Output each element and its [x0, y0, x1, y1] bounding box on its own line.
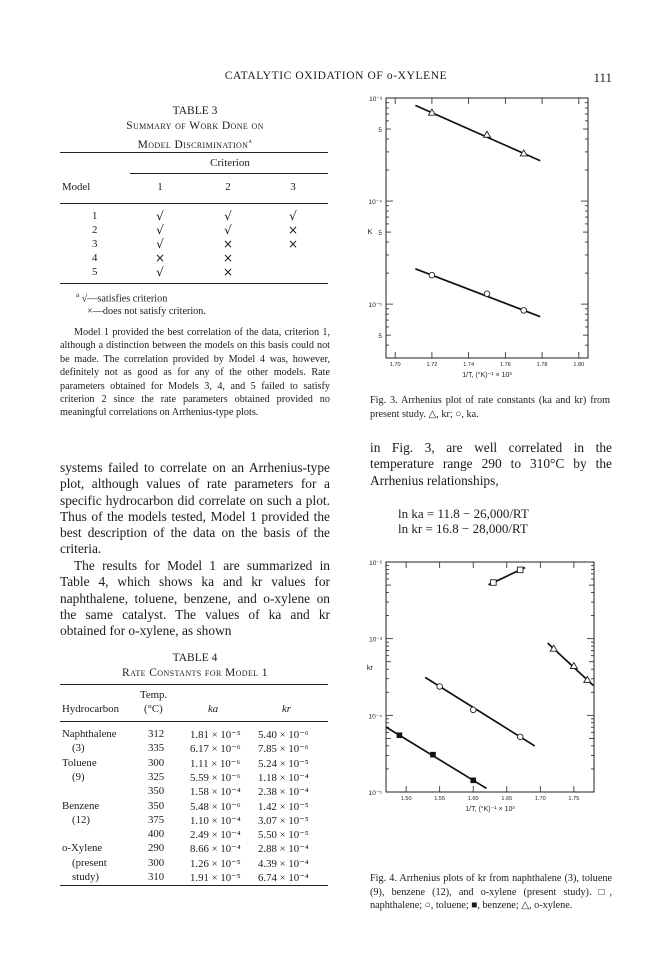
table4-cell-temp: 335 — [148, 742, 165, 755]
table4-cell-temp: 375 — [148, 813, 165, 826]
table3-cell: × — [287, 223, 299, 237]
table4-cell-kr: 6.74 × 10⁻⁴ — [258, 872, 309, 884]
x-tick-label: 1.55 — [434, 796, 446, 802]
table4-cell-ka: 1.11 × 10⁻⁶ — [190, 757, 241, 770]
x-tick-label: 1.75 — [568, 796, 580, 802]
table3-model-2: 2 — [92, 224, 98, 236]
x-axis-label: 1/T, (°K)⁻¹ × 10³ — [462, 372, 512, 379]
table4-col-temp-line2: (°C) — [144, 703, 163, 715]
table3-rule-header — [60, 203, 328, 204]
table3-model-5: 5 — [92, 266, 98, 278]
table4-rule-header — [60, 721, 328, 722]
equation-2: ln kr = 16.8 − 28,000/RT — [398, 521, 528, 536]
table4-cell-ka: 8.66 × 10⁻⁴ — [190, 843, 241, 856]
table4-cell-hydrocarbon: (3) — [72, 742, 85, 755]
table3-footnote-line1 — [76, 289, 326, 305]
table4-cell-kr: 5.40 × 10⁻⁶ — [258, 729, 309, 741]
table3-cell: √ — [156, 223, 164, 237]
table3-footnote-mark: a — [76, 291, 80, 299]
y-tick-label: 10⁻⁵ — [368, 790, 382, 797]
table4-rule-bottom — [60, 885, 328, 886]
body-paragraph-1: systems failed to correlate on an Arrhenius-type plot, although values of rate parameters for a specific hydrocarbon did correlate on such a plot. Thus of the models tested, Model 1 provided the best description of the data on the basis of the criteria. — [60, 460, 330, 557]
data-point-circle — [521, 308, 527, 314]
table4-label: TABLE 4 — [172, 652, 218, 664]
table4-cell-kr: 1.18 × 10⁻⁴ — [258, 771, 309, 784]
table3-cell: √ — [224, 209, 232, 223]
table4-cell-temp: 290 — [148, 842, 165, 855]
page-number: 111 — [593, 70, 612, 85]
left-paragraph: Model 1 provided the best correlation of the data, criterion 1, although a distinction between the models on this basis could not be made. The correlation provided by Model 4 was, however, definitely not as good as for any of the other models. Rate parameters obtained for Models 3, 4, and 5 failed to satisfy criterion 2 since the rate parameters obtained provided no meaningful correlations on Arrhenius-type plots. — [60, 327, 330, 419]
x-axis-label: 1/T, (°K)⁻¹ × 10³ — [465, 806, 515, 813]
x-tick-label: 1.70 — [534, 796, 546, 802]
x-tick-label: 1.65 — [501, 796, 513, 802]
table4-col-hydrocarbon: Hydrocarbon — [62, 703, 119, 715]
running-title: CATALYTIC OXIDATION OF o-XYLENE — [224, 70, 448, 82]
table4-cell-kr: 7.85 × 10⁻⁶ — [258, 743, 309, 756]
table3-label: TABLE 3 — [172, 105, 218, 117]
table4-cell-kr: 4.39 × 10⁻⁴ — [258, 857, 309, 870]
table4-cell-kr: 2.88 × 10⁻⁴ — [258, 843, 309, 856]
table4-col-ka — [208, 703, 218, 715]
table3-title-text: Model Discrimination — [137, 138, 249, 151]
table4-cell-ka: 1.26 × 10⁻⁵ — [190, 857, 241, 870]
table4-cell-temp: 325 — [148, 770, 165, 783]
data-point-circle — [484, 291, 490, 297]
table3-title-line1: Summary of Work Done on — [126, 120, 264, 132]
y-tick-label: 10⁻⁴ — [368, 713, 382, 721]
table4-cell-hydrocarbon: (present — [72, 856, 107, 869]
x-tick-label: 1.70 — [389, 362, 401, 368]
data-point-circle — [429, 272, 435, 278]
table3-model-3: 3 — [92, 238, 98, 250]
table4-col-kr — [282, 703, 291, 715]
table4-cell-hydrocarbon: (9) — [72, 770, 85, 783]
table3-footnote — [76, 289, 326, 318]
table3-cell: √ — [289, 209, 297, 223]
table3-rule-criterion — [130, 173, 328, 174]
table4-cell-temp: 400 — [148, 828, 165, 841]
table4-cell-kr: 1.42 × 10⁻⁵ — [258, 800, 309, 813]
fig3-caption: Fig. 3. Arrhenius plot of rate constants (ka and kr) from present study. △, kr; ○, ka. — [370, 395, 610, 420]
table4-cell-ka: 5.48 × 10⁻⁶ — [190, 800, 241, 813]
table4-cell-ka: 1.10 × 10⁻⁴ — [190, 814, 241, 827]
table4-cell-temp: 300 — [148, 756, 165, 769]
fig4-caption: Fig. 4. Arrhenius plots of kr from naphthalene (3), toluene (9), benzene (12), and o-xylene (present study). □, naphthalene; ○, toluene; ■, benzene; △, o-xylene. — [370, 873, 612, 911]
table4-title: Rate Constants for Model 1 — [122, 667, 268, 679]
body-paragraph-2 — [60, 558, 330, 639]
table3-cell: √ — [156, 209, 164, 223]
y-axis-label: K — [367, 227, 373, 236]
table3-cell: √ — [156, 265, 164, 279]
table3-col-model: Model — [62, 181, 91, 193]
table4-cell-kr: 2.38 × 10⁻⁴ — [258, 786, 309, 799]
table3-rule-top — [60, 152, 328, 153]
data-point-circle — [517, 734, 523, 740]
data-point-triangle — [484, 131, 491, 137]
table4-cell-hydrocarbon: study) — [72, 871, 99, 883]
table4-rule-top — [60, 684, 328, 685]
table3-footnote-line2: ×—does not satisfy criterion. — [87, 306, 206, 318]
x-tick-label: 1.78 — [536, 362, 548, 368]
table3-cell: × — [287, 237, 299, 251]
data-point-square-filled — [397, 732, 403, 738]
table3 — [60, 104, 330, 153]
x-tick-label: 1.50 — [400, 796, 412, 802]
table4-cell-hydrocarbon: o-Xylene — [62, 842, 103, 855]
table4-cell-kr: 3.07 × 10⁻⁵ — [258, 814, 309, 827]
table4-cell-ka: 2.49 × 10⁻⁴ — [190, 829, 241, 842]
table3-cell: × — [154, 251, 166, 265]
data-point-square-filled — [470, 778, 476, 784]
table3-col-1: 1 — [157, 181, 163, 193]
plot-frame — [386, 562, 594, 792]
table3-model-4: 4 — [92, 252, 98, 264]
y-axis-label: kr — [366, 663, 374, 672]
y-tick-label: 5 — [378, 230, 382, 238]
table4-col-ka-text: ka — [208, 703, 219, 715]
table4-cell-hydrocarbon: Benzene — [62, 799, 100, 812]
table4-cell-ka: 1.58 × 10⁻⁴ — [190, 786, 241, 799]
y-tick-label: 10⁻⁵ — [368, 302, 382, 310]
table3-rule-bottom — [60, 283, 328, 284]
table3-cell: × — [222, 237, 234, 251]
table3-criterion-header: Criterion — [210, 157, 250, 169]
y-tick-label: 10⁻³ — [369, 96, 382, 103]
table3-title-footnote-mark: a — [248, 137, 253, 145]
table4-cell-hydrocarbon: (12) — [72, 813, 90, 826]
equation-1: ln ka = 11.8 − 26,000/RT — [398, 506, 529, 521]
table4-cell-hydrocarbon: Toluene — [62, 756, 97, 769]
x-tick-label: 1.76 — [499, 362, 511, 368]
x-tick-label: 1.74 — [463, 362, 475, 368]
x-tick-label: 1.72 — [426, 362, 438, 368]
table3-col-2: 2 — [225, 181, 231, 193]
y-tick-label: 5 — [378, 127, 382, 135]
page-header — [0, 70, 672, 86]
table4-cell-kr: 5.50 × 10⁻⁵ — [258, 829, 309, 842]
table4-cell-temp: 312 — [148, 728, 165, 740]
x-tick-label: 1.80 — [573, 362, 585, 368]
right-paragraph: in Fig. 3, are well correlated in the temperature range 290 to 310°C by the Arrhenius relationships, — [370, 440, 612, 488]
table4-cell-kr: 5.24 × 10⁻⁵ — [258, 757, 309, 770]
table4-cell-ka: 1.91 × 10⁻⁵ — [190, 872, 241, 884]
y-tick-label: 10⁻² — [369, 560, 382, 567]
fig4-chart — [360, 556, 612, 872]
data-point-square-open — [491, 580, 497, 586]
x-tick-label: 1.60 — [467, 796, 479, 802]
fig3-chart — [360, 94, 612, 390]
data-point-circle — [470, 707, 476, 713]
table3-model-1: 1 — [92, 210, 98, 222]
data-point-square-filled — [430, 752, 436, 758]
table3-cell: √ — [224, 223, 232, 237]
data-point-square-open — [517, 567, 523, 573]
table4-col-temp-line1: Temp. — [140, 689, 168, 701]
table3-footnote-text1: √—satisfies criterion — [81, 293, 168, 305]
table4-cell-temp: 300 — [148, 856, 165, 869]
table4-cell-hydrocarbon: Naphthalene — [62, 728, 117, 740]
y-tick-label: 5 — [378, 333, 382, 341]
data-point-circle — [437, 684, 443, 690]
table4-cell-ka: 5.59 × 10⁻⁶ — [190, 771, 241, 784]
table3-cell: √ — [156, 237, 164, 251]
table4 — [60, 651, 330, 681]
table4-cell-temp: 350 — [148, 799, 165, 812]
y-tick-label: 10⁻⁴ — [368, 199, 382, 207]
table4-col-kr-text: kr — [282, 703, 291, 715]
table4-cell-ka: 1.81 × 10⁻⁵ — [190, 729, 241, 741]
table3-col-3: 3 — [290, 181, 296, 193]
table3-title-line2 — [60, 134, 330, 153]
table4-cell-ka: 6.17 × 10⁻⁶ — [190, 743, 241, 756]
table4-cell-temp: 310 — [148, 871, 165, 883]
body-paragraph-2-text: The results for Model 1 are summarized in Table 4, which shows ka and kr values for naphthalene, toluene, benzene, and o-xylene on the same catalyst. The values of ka and kr obtained for o-xylene, as shown — [60, 558, 330, 639]
table3-cell: × — [222, 251, 234, 265]
table4-cell-temp: 350 — [148, 785, 165, 798]
y-tick-label: 10⁻³ — [369, 636, 382, 644]
table3-cell: × — [222, 265, 234, 279]
